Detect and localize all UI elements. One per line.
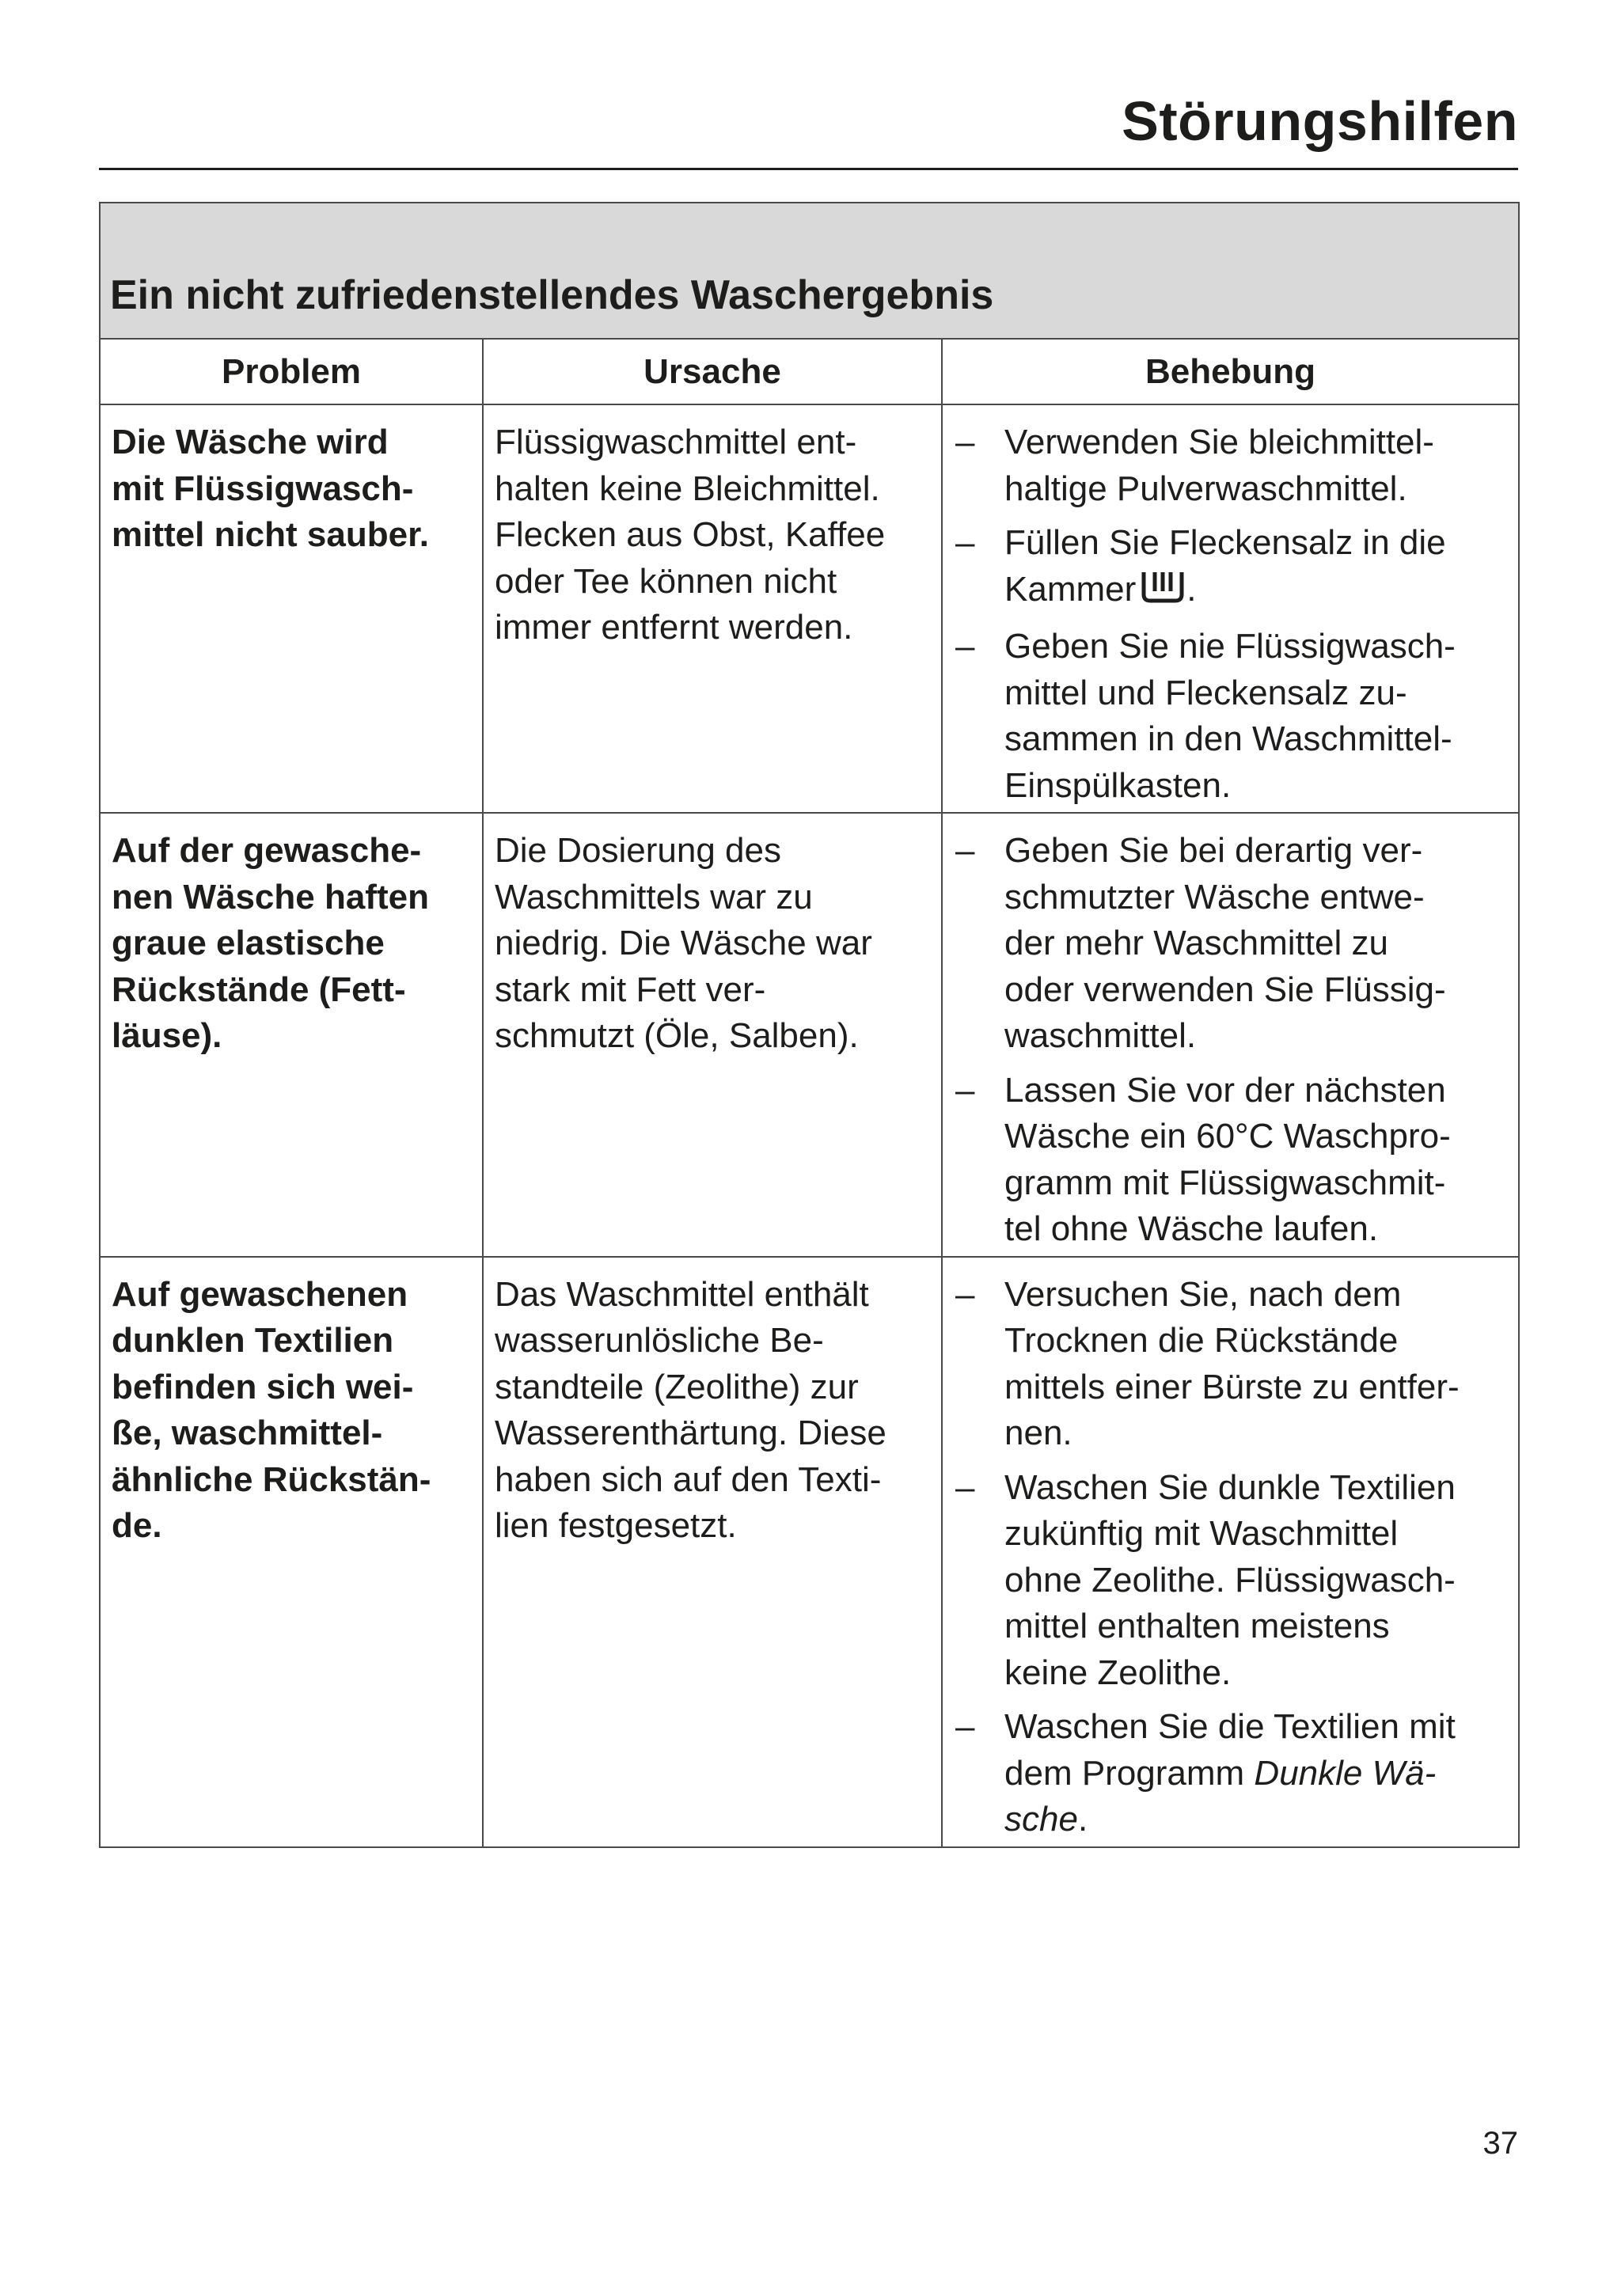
table-row [100,404,1519,813]
cause-cell [483,813,942,1257]
column-header-cause: Ursache [483,339,942,404]
dash-bullet: – [955,523,975,562]
remedy-list [955,828,1509,1253]
program-name: Dunkle Wä- [1254,1753,1437,1793]
cause-cell [483,404,942,813]
problem-line: Rückstände (Fett- [112,970,406,1009]
remedy-item [955,1272,1509,1457]
dash-bullet: – [955,1070,975,1110]
table-row [100,1257,1519,1847]
remedy-line: Trocknen die Rückstände [1004,1321,1399,1360]
remedy-trailing: . [1077,1800,1088,1839]
remedy-line: tel ohne Wäsche laufen. [1004,1209,1379,1248]
cause-line: immer entfernt werden. [495,608,853,647]
remedy-cell [942,813,1519,1257]
remedy-line: Verwenden Sie bleichmittel- [1004,423,1434,461]
remedy-line: mittels einer Bürste zu entfer- [1004,1367,1460,1406]
cause-line: Flüssigwaschmittel ent- [495,423,857,461]
page-header [99,85,1518,170]
remedy-line: Versuchen Sie, nach dem [1004,1274,1402,1314]
remedy-cell [942,404,1519,813]
problem-line: Auf gewaschenen [112,1274,408,1314]
remedy-list [955,1272,1509,1843]
cause-line: wasserunlösliche Be- [495,1321,824,1360]
remedy-line: zukünftig mit Waschmittel [1004,1514,1399,1553]
remedy-line: Waschen Sie dunkle Textilien [1004,1467,1456,1507]
cause-line: halten keine Bleichmittel. [495,469,880,508]
remedy-line: mittel und Fleckensalz zu- [1004,673,1407,712]
problem-line: dunklen Textilien [112,1321,394,1360]
remedy-item [955,624,1509,809]
section-header [100,203,1519,339]
cause-line: standteile (Zeolithe) zur [495,1367,859,1406]
problem-line: ähnliche Rückstän- [112,1459,431,1499]
remedy-line: Geben Sie bei derartig ver- [1004,831,1423,870]
problem-line: ße, waschmittel- [112,1414,383,1452]
problem-line: befinden sich wei- [112,1367,414,1406]
problem-line: läuse). [112,1016,222,1055]
remedy-trailing: . [1186,569,1197,609]
cause-line: haben sich auf den Texti- [495,1459,882,1499]
dash-bullet: – [955,1467,975,1507]
remedy-item [955,1465,1509,1697]
problem-cell [100,404,483,813]
remedy-line: Waschen Sie die Textilien mit [1004,1707,1456,1746]
section-row [100,203,1519,339]
remedy-line: Lassen Sie vor der nächsten [1004,1070,1446,1110]
troubleshooting-table [99,202,1520,1848]
remedy-line: gramm mit Flüssigwaschmit- [1004,1163,1446,1202]
remedy-line: Kammer [1004,569,1137,609]
problem-line: de. [112,1506,162,1545]
cause-line: schmutzt (Öle, Salben). [495,1016,859,1055]
remedy-line: mittel enthalten meistens [1004,1607,1390,1645]
remedy-item [955,1068,1509,1253]
cause-line: stark mit Fett ver- [495,970,766,1009]
problem-line: nen Wäsche haften [112,877,429,917]
problem-line: graue elastische [112,924,385,962]
remedy-item [955,1704,1509,1843]
column-header-problem: Problem [100,339,483,404]
remedy-line: der mehr Waschmittel zu [1004,924,1388,962]
dash-bullet: – [955,423,975,461]
page-title: Störungshilfen [1122,90,1518,152]
detergent-chamber-icon [1139,567,1186,617]
dash-bullet: – [955,1707,975,1746]
problem-line: mit Flüssigwasch- [112,469,414,508]
cause-line: niedrig. Die Wäsche war [495,924,872,962]
table-row [100,813,1519,1257]
dash-bullet: – [955,831,975,870]
column-header-remedy: Behebung [942,339,1519,404]
cause-line: Flecken aus Obst, Kaffee [495,515,886,554]
remedy-list [955,419,1509,809]
cause-line: Das Waschmittel enthält [495,1274,869,1314]
remedy-line: Füllen Sie Fleckensalz in die [1004,523,1446,562]
dash-bullet: – [955,1274,975,1314]
cause-line: lien festgesetzt. [495,1506,737,1545]
remedy-line: Einspülkasten. [1004,765,1232,805]
remedy-line: oder verwenden Sie Flüssig- [1004,970,1446,1009]
program-name-continued: sche [1004,1800,1078,1839]
cause-line: oder Tee können nicht [495,561,837,601]
column-header-row [100,339,1519,404]
cause-cell [483,1257,942,1847]
remedy-line: waschmittel. [1004,1016,1197,1055]
problem-cell [100,813,483,1257]
remedy-item [955,828,1509,1060]
remedy-item [955,520,1509,616]
cause-line: Die Dosierung des [495,831,781,870]
remedy-item [955,419,1509,512]
cause-line: Waschmittels war zu [495,877,813,917]
remedy-line: nen. [1004,1414,1072,1452]
problem-line: mittel nicht sauber. [112,515,429,554]
remedy-line: Geben Sie nie Flüssigwasch- [1004,627,1456,666]
remedy-line: dem Programm [1004,1753,1245,1793]
remedy-line: haltige Pulverwaschmittel. [1004,469,1407,508]
problem-line: Die Wäsche wird [112,423,389,461]
remedy-line: keine Zeolithe. [1004,1653,1232,1692]
section-title: Ein nicht zufriedenstellendes Waschergebnis [110,272,994,318]
dash-bullet: – [955,627,975,666]
remedy-line: schmutzter Wäsche entwe- [1004,877,1425,917]
remedy-line: Wäsche ein 60°C Waschpro- [1004,1117,1451,1156]
remedy-line: ohne Zeolithe. Flüssigwasch- [1004,1560,1456,1600]
cause-line: Wasserenthärtung. Diese [495,1414,886,1452]
page-number: 37 [1482,2126,1518,2161]
remedy-cell [942,1257,1519,1847]
problem-cell [100,1257,483,1847]
remedy-line: sammen in den Waschmittel- [1004,719,1452,758]
problem-line: Auf der gewasche- [112,831,422,870]
